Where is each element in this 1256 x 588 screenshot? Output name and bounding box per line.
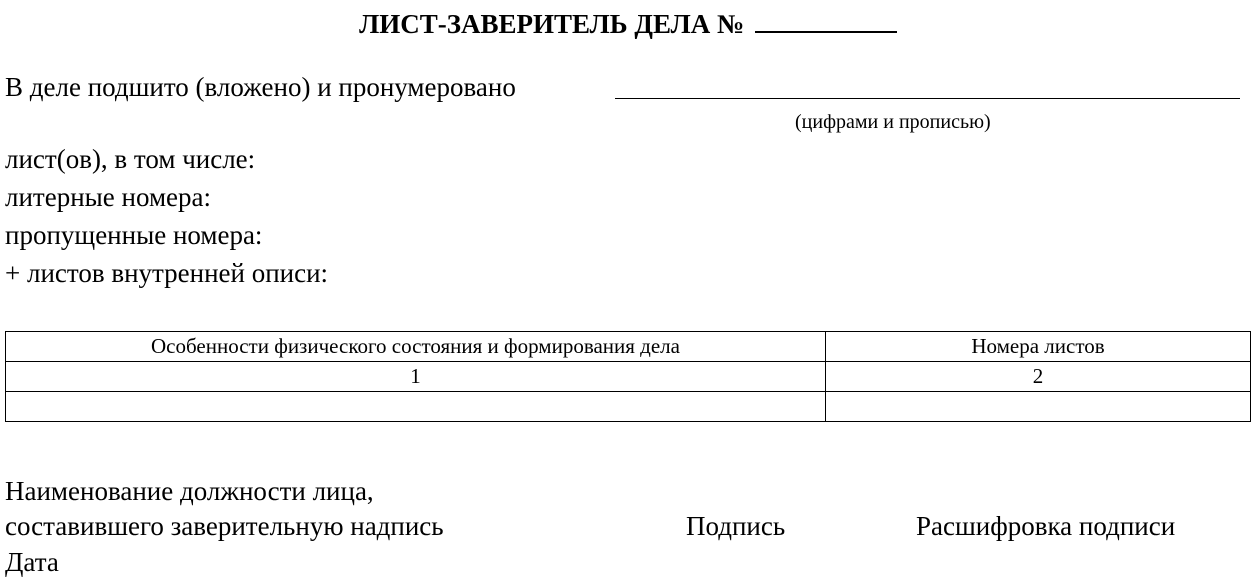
column-number-1: 1 [6, 362, 826, 392]
letter-numbers-label: литерные номера: [5, 182, 212, 212]
column-number-2: 2 [826, 362, 1251, 392]
header-case-features: Особенности физического состояния и формирования дела [6, 332, 826, 362]
filed-note: (цифрами и прописью) [795, 111, 991, 133]
position-label-line1: Наименование должности лица, [5, 476, 374, 506]
table-column-numbers-row [6, 362, 1251, 392]
signature-label: Подпись [686, 511, 786, 541]
page-title [0, 6, 1256, 42]
header-sheet-numbers: Номера листов [826, 332, 1251, 362]
internal-inventory-label: + листов внутренней описи: [5, 258, 329, 288]
title-text: ЛИСТ-ЗАВЕРИТЕЛЬ ДЕЛА № [359, 9, 745, 39]
table-cell-sheets[interactable] [826, 392, 1251, 422]
filed-statement: В деле подшито (вложено) и пронумеровано [5, 72, 516, 102]
case-condition-table [5, 331, 1251, 422]
position-label-line2: составившего заверительную надпись [5, 511, 444, 541]
sheets-including-label: лист(ов), в том числе: [5, 144, 256, 174]
signature-decoding-label: Расшифровка подписи [916, 511, 1176, 541]
sheet-count-blank[interactable] [615, 98, 1240, 99]
date-label: Дата [5, 547, 59, 577]
table-cell-features[interactable] [6, 392, 826, 422]
missing-numbers-label: пропущенные номера: [5, 220, 263, 250]
table-row [6, 392, 1251, 422]
table-header-row [6, 332, 1251, 362]
case-number-blank[interactable] [755, 7, 897, 33]
